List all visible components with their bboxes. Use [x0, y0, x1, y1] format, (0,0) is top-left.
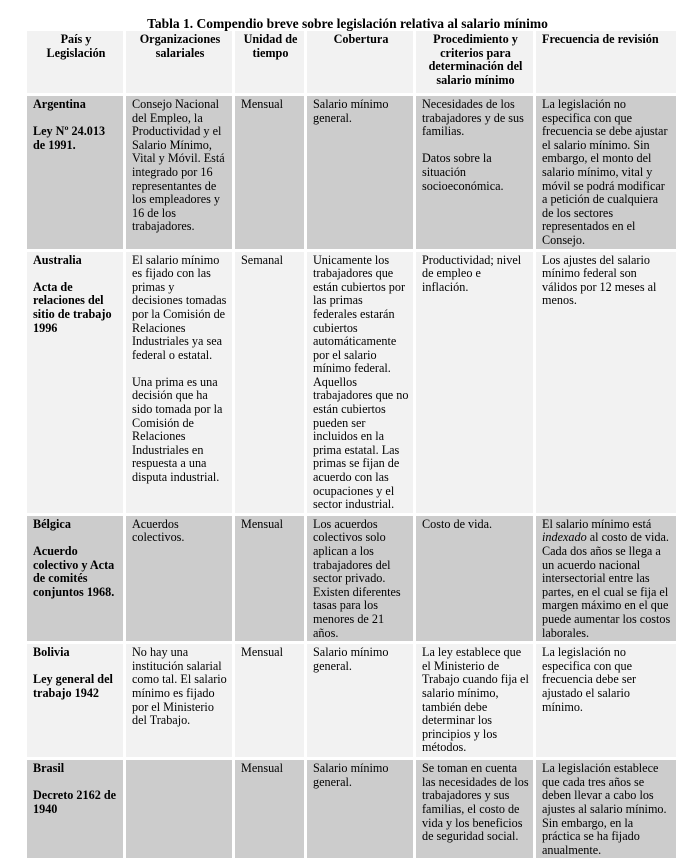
frequency-text-part: La legislación establece que cada tres años se deben llevar a cabo los ajustes al salario mínimo. Sin embargo, en la práctica se ha fijado anualmente.: [542, 761, 667, 857]
header-frequency: Frecuencia de revisión: [536, 31, 676, 93]
country-name: Argentina: [33, 97, 86, 111]
country-name: Brasil: [33, 761, 65, 776]
header-time-unit: Unidad de tiempo: [235, 31, 304, 93]
time-unit-cell: Mensual: [235, 96, 304, 249]
frequency-text-part: La legislación no especifica con que frecuencia se debe ajustar el salario mínimo. Sin embargo, el monto del salario mínimo, vital y móvil se podrá modificar a petición de cualquiera de los sectores representados en el Consejo.: [542, 97, 668, 247]
procedure-text: Se toman en cuenta las necesidades de los trabajadores y sus familias, el costo de vida y los beneficios de seguridad social.: [422, 761, 529, 844]
organizations-cell: [126, 516, 232, 641]
frequency-text-part: al costo de vida. Cada dos años se llega a un acuerdo nacional intersectorial entre las partes, en el cual se fija el margen máximo en el que puede aumentar los costos laborales.: [542, 530, 671, 640]
coverage-text: Salario mínimo general.: [313, 645, 389, 673]
table-row: [27, 96, 676, 249]
country-name: Bélgica: [33, 516, 71, 531]
header-country: País y Legislación: [27, 31, 123, 93]
law-name: Ley general del trabajo 1942: [33, 672, 113, 700]
law-name: Decreto 2162 de 1940: [33, 788, 117, 816]
country-name: Australia: [33, 252, 82, 267]
procedure-cell: [416, 516, 533, 641]
coverage-text: Los acuerdos colectivos solo aplican a los trabajadores del sector privado. Existen diferentes tasas para los menores de 21 años.: [313, 516, 401, 640]
organizations-text: No hay una institución salarial como tal. El salario mínimo es fijado por el Ministerio del Trabajo.: [132, 645, 227, 728]
time-unit-cell: Semanal: [235, 252, 304, 513]
coverage-text: Salario mínimo general.: [313, 97, 389, 125]
procedure-cell: [416, 760, 533, 858]
header-coverage: Cobertura: [307, 31, 413, 93]
procedure-text: Costo de vida.: [422, 516, 493, 531]
frequency-text-part: La legislación no especifica con que frecuencia debe ser ajustado el salario mínimo.: [542, 645, 637, 714]
frequency-text: [542, 646, 672, 714]
frequency-cell: [536, 644, 676, 757]
frequency-italic-term: indexado: [542, 530, 587, 545]
frequency-text-part: Los ajustes del salario mínimo federal son válidos por 12 meses al menos.: [542, 252, 657, 308]
coverage-cell: [307, 252, 413, 513]
country-cell: [27, 252, 123, 513]
frequency-text: [542, 98, 672, 248]
table-row: [27, 644, 676, 757]
coverage-cell: [307, 760, 413, 858]
country-cell: [27, 516, 123, 641]
law-name: Acuerdo colectivo y Acta de comités conjuntos 1968.: [33, 544, 115, 599]
header-procedure: Procedimiento y criterios para determinación del salario mínimo: [416, 31, 533, 93]
organizations-cell: [126, 96, 232, 249]
time-unit-cell: Mensual: [235, 644, 304, 757]
procedure-cell: [416, 644, 533, 757]
organizations-text: Consejo Nacional del Empleo, la Productividad y el Salario Mínimo, Vital y Móvil. Está integrado por 16 representantes de los empleadores y 16 de los trabajadores.: [132, 97, 225, 234]
coverage-cell: [307, 96, 413, 249]
procedure-text: Necesidades de los trabajadores y de sus familias.: [422, 97, 524, 139]
frequency-text-part: El salario mínimo está: [542, 516, 652, 531]
country-cell: [27, 96, 123, 249]
procedure-text: Datos sobre la situación socioeconómica.: [422, 151, 504, 193]
header-organizations: Organizaciones salariales: [126, 31, 232, 93]
frequency-text: [542, 762, 672, 857]
law-name: Ley Nº 24.013 de 1991.: [33, 124, 106, 152]
frequency-cell: [536, 252, 676, 513]
coverage-text: Salario mínimo general.: [313, 761, 389, 789]
organizations-text: Acuerdos colectivos.: [132, 516, 185, 545]
procedure-cell: [416, 96, 533, 249]
time-unit-cell: Mensual: [235, 760, 304, 858]
organizations-cell: [126, 252, 232, 513]
organizations-text: El salario mínimo es fijado con las primas y decisiones tomadas por la Comisión de Relaciones Industriales ya sea federal o estatal.: [132, 252, 227, 362]
frequency-cell: [536, 760, 676, 858]
frequency-cell: [536, 516, 676, 641]
country-name: Bolivia: [33, 645, 70, 660]
time-unit-cell: Mensual: [235, 516, 304, 641]
coverage-cell: [307, 644, 413, 757]
frequency-cell: [536, 96, 676, 249]
law-name: Acta de relaciones del sitio de trabajo 1996: [33, 279, 112, 335]
frequency-text: [542, 254, 672, 308]
table-row: [27, 252, 676, 513]
legislation-table: [24, 28, 679, 861]
table-row: [27, 760, 676, 858]
frequency-text: [542, 518, 672, 640]
country-cell: [27, 760, 123, 858]
coverage-cell: [307, 516, 413, 641]
coverage-text: Unicamente los trabajadores que están cubiertos por las primas federales estarán cubiertos automáticamente por el salario mínimo federal. Aquellos trabajadores que no están cubiertos pueden ser incluidos en la prima estatal. Las primas se fijan de acuerdo con las ocupaciones y el sector industrial.: [313, 252, 409, 512]
organizations-text: Una prima es una decisión que ha sido tomada por la Comisión de Relaciones Industriales en respuesta a una disputa industrial.: [132, 374, 223, 485]
organizations-cell: [126, 644, 232, 757]
procedure-cell: [416, 252, 533, 513]
country-cell: [27, 644, 123, 757]
procedure-text: Productividad; nivel de empleo e inflación.: [422, 252, 522, 294]
organizations-cell: [126, 760, 232, 858]
table-title: Tabla 1. Compendio breve sobre legislación relativa al salario mínimo: [147, 16, 548, 31]
procedure-text: La ley establece que el Ministerio de Trabajo cuando fija el salario mínimo, también debe determinar los principios y los métodos.: [422, 645, 529, 755]
header-row: [27, 31, 676, 93]
table-row: [27, 516, 676, 641]
